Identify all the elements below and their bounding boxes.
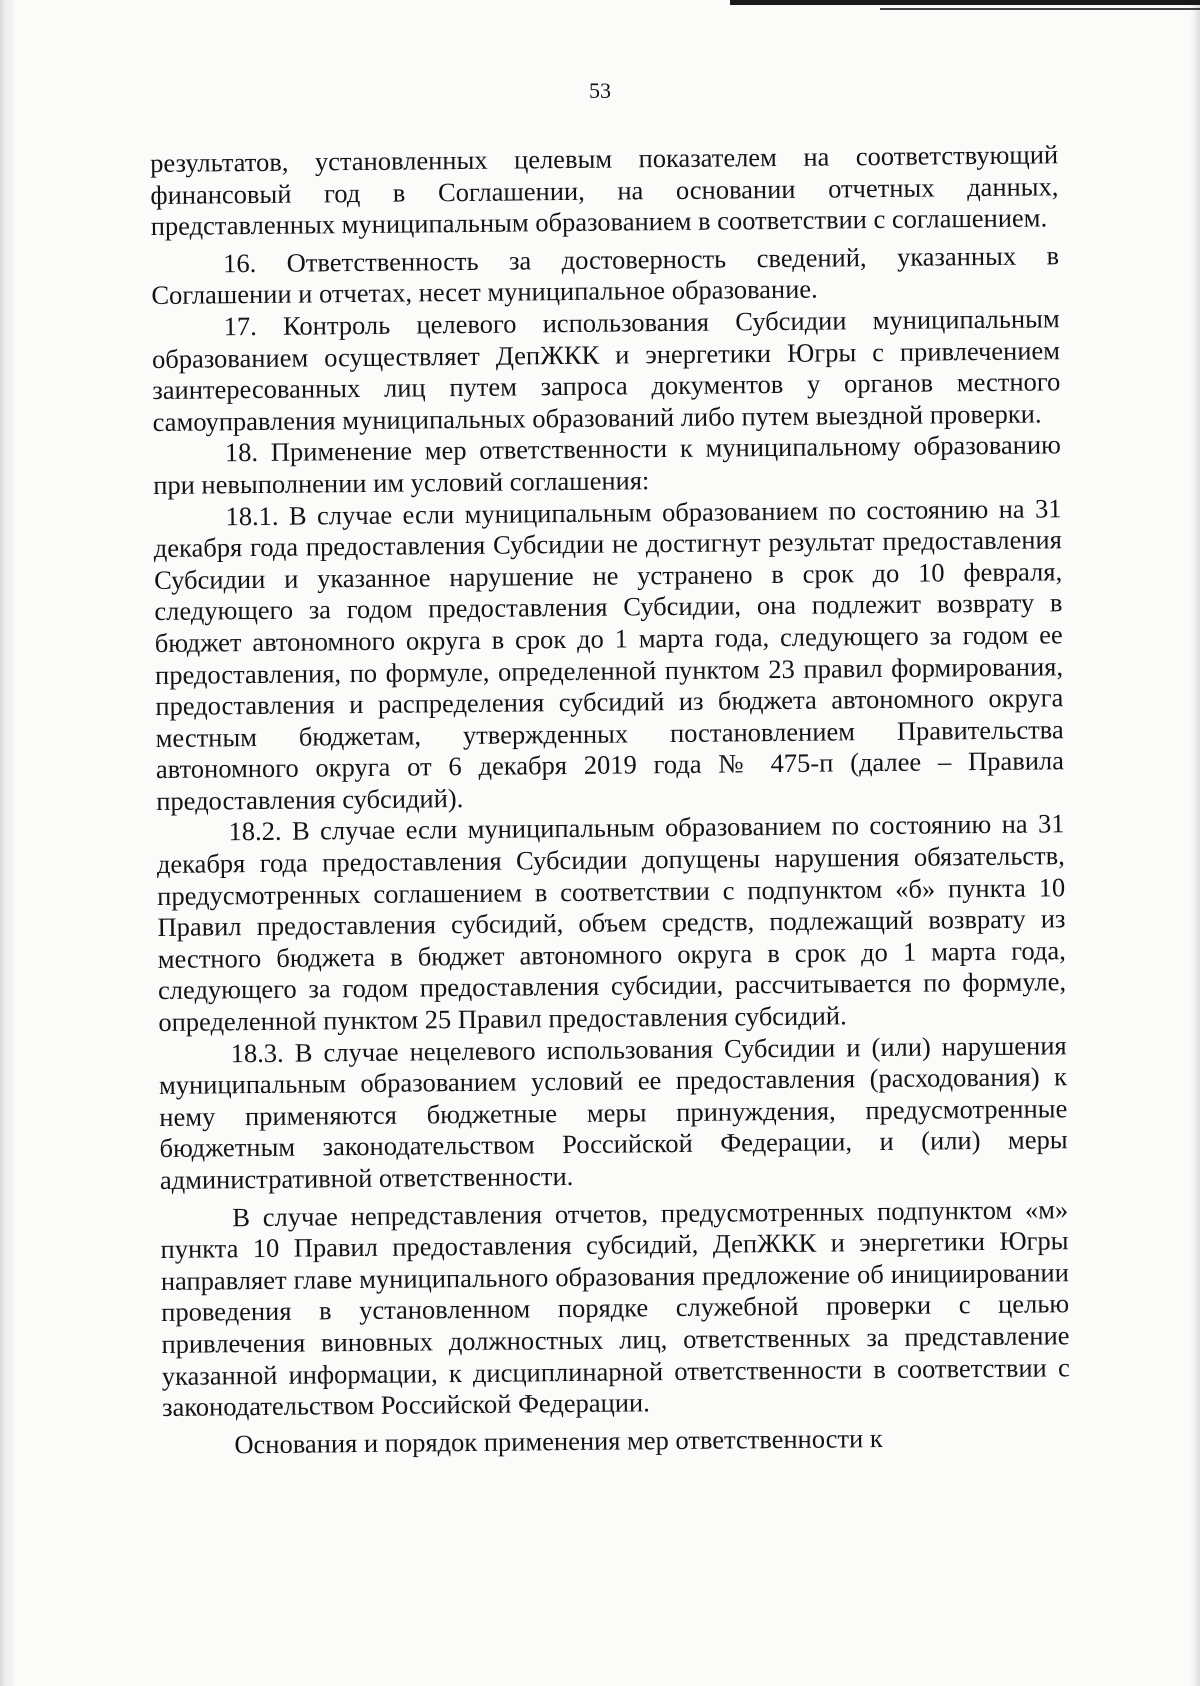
paragraph-18-1: 18.1. В случае если муниципальным образованием по состоянию на 31 декабря года предоставления Субсидии не достигнут результат предоставления Субсидии и указанное нарушение не устранено в срок до 10 февраля, следующего за годом предоставления Субсидии, она подлежит возврату в бюджет автономного округа в срок до 1 марта года, следующего за годом ее предоставления, по формуле, определенной пунктом 23 правил формирования, предоставления и распределения субсидий из бюджета автономного округа местным бюджетам, утвержденных постановлением Правительства автономного округа от 6 декабря 2019 года № 475-п (далее – Правила предоставления субсидий). — [153, 492, 1065, 816]
paragraph-continuation: результатов, установленных целевым показателем на соответствующий финансовый год в Соглашении, на основании отчетных данных, представленных муниципальным образованием в соответствии с соглашением. — [150, 139, 1059, 242]
document-body — [150, 139, 1071, 1461]
paragraph-reports: В случае непредставления отчетов, предусмотренных подпунктом «м» пункта 10 Правил предоставления субсидий, ДепЖКК и энергетики Югры направляет главе муниципального образования предложение об инициировании проведения в установленном порядке служебной проверки с целью привлечения виновных должностных лиц, ответственных за представление указанной информации, к дисциплинарной ответственности в соответствии с законодательством Российской Федерации. — [160, 1193, 1070, 1423]
scan-edge-left — [0, 0, 14, 1686]
paragraph-16: 16. Ответственность за достоверность сведений, указанных в Соглашении и отчетах, несет муниципальное образование. — [151, 240, 1060, 311]
paragraph-18-2: 18.2. В случае если муниципальным образованием по состоянию на 31 декабря года предоставления Субсидии допущены нарушения обязательств, предусмотренных соглашением в соответствии с подпунктом «б» пункта 10 Правил предоставления субсидий, объем средств, подлежащий возврату из местного бюджета в бюджет автономного округа в срок до 1 марта года, следующего за годом предоставления субсидии, рассчитывается по формуле, определенной пунктом 25 Правил предоставления субсидий. — [156, 808, 1067, 1037]
scan-top-mark — [730, 0, 1200, 5]
scan-edge-right — [1190, 0, 1200, 1686]
page-number: 53 — [589, 78, 611, 103]
scan-top-mark-thin — [880, 8, 1200, 10]
paragraph-17: 17. Контроль целевого использования Субсидии муниципальным образованием осуществляет ДепЖКК и энергетики Югры с привлечением заинтересованных лиц путем запроса документов у органов местного самоуправления муниципальных образований либо путем выездной проверки. — [151, 303, 1061, 437]
paragraph-grounds: Основания и порядок применения мер ответственности к — [234, 1422, 883, 1459]
paragraph-18: 18. Применение мер ответственности к муниципальному образованию при невыполнении им условий соглашения: — [153, 429, 1062, 500]
paragraph-18-3: 18.3. В случае нецелевого использования Субсидии и (или) нарушения муниципальным образованием условий ее предоставления (расходования) к нему применяются бюджетные меры принуждения, предусмотренные бюджетным законодательством Российской Федерации, и (или) меры административной ответственности. — [158, 1029, 1068, 1195]
